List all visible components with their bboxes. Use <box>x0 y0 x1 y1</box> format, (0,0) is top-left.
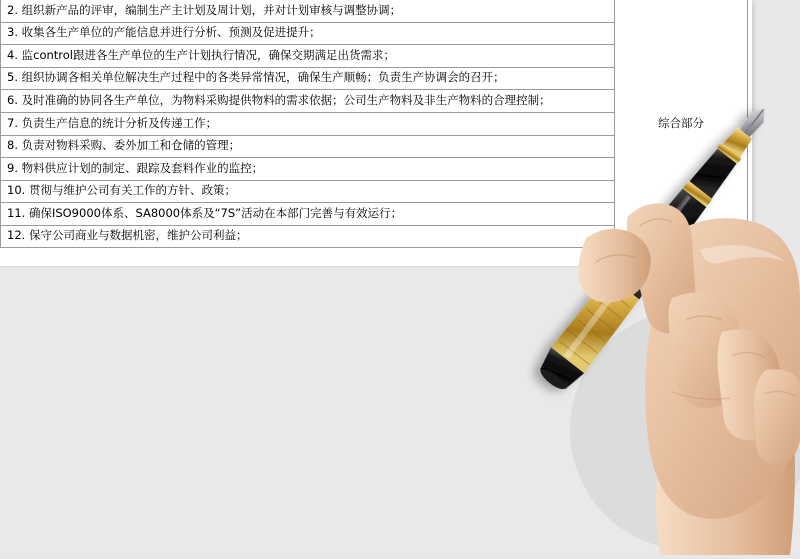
table-cell-item: 2. 组织新产品的评审，编制生产主计划及周计划，并对计划审核与调整协调； <box>1 0 615 22</box>
table-cell-item: 6. 及时准确的协同各生产单位，为物料采购提供物料的需求依据；公司生产物料及非生产物料的合理控制； <box>1 90 615 113</box>
table-body <box>1 0 748 248</box>
table-cell-item: 7. 负责生产信息的统计分析及传递工作； <box>1 113 615 136</box>
table-cell-item: 4. 监control跟进各生产单位的生产计划执行情况，确保交期满足出货需求； <box>1 45 615 68</box>
table-cell-item: 3. 收集各生产单位的产能信息并进行分析、预测及促进提升； <box>1 22 615 45</box>
table-cell-item: 11. 确保ISO9000体系、SA8000体系及“7S”活动在本部门完善与有效运行； <box>1 203 615 226</box>
table-row <box>1 0 748 22</box>
table-cell-item: 10. 贯彻与维护公司有关工作的方针、政策； <box>1 180 615 203</box>
document-sheet <box>0 0 752 268</box>
table-cell-label: 综合部分 <box>615 0 748 248</box>
responsibilities-table <box>0 0 748 248</box>
table-cell-item: 9. 物料供应计划的制定、跟踪及套料作业的监控； <box>1 158 615 181</box>
table-cell-item: 5. 组织协调各相关单位解决生产过程中的各类异常情况，确保生产顺畅；负责生产协调会的召开； <box>1 67 615 90</box>
table-cell-item: 8. 负责对物料采购、委外加工和仓储的管理； <box>1 135 615 158</box>
desk-background <box>0 268 800 555</box>
table-cell-item: 12. 保守公司商业与数据机密，维护公司利益； <box>1 225 615 248</box>
